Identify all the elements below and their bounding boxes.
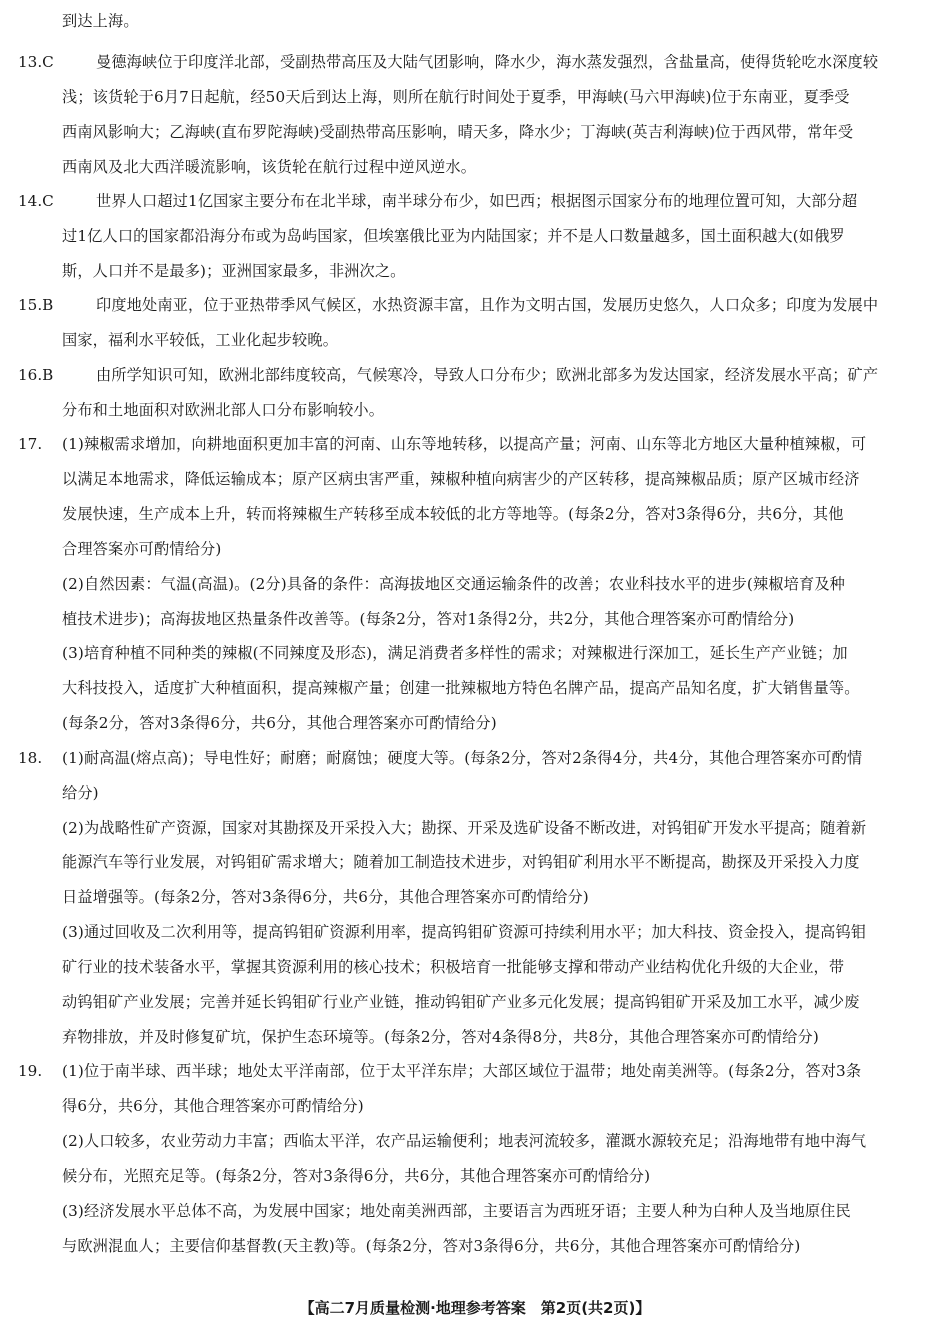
text-line: (1)耐高温(熔点高)；导电性好；耐磨；耐腐蚀；硬度大等。(每条2分，答对2条得4分，共4分，其他合理答案亦可酌情 (62, 749, 863, 767)
text-line: (3)培育种植不同种类的辣椒(不同辣度及形态)，满足消费者多样性的需求；对辣椒进行深加工，延长生产产业链；加 (62, 644, 848, 662)
text-line: 西南风影响大；乙海峡(直布罗陀海峡)受副热带高压影响，晴天多，降水少；丁海峡(英吉利海峡)位于西风带，常年受 (62, 123, 854, 141)
text-line: 分布和土地面积对欧洲北部人口分布影响较小。 (62, 401, 385, 419)
text-line: 斯，人口并不是最多)；亚洲国家最多，非洲次之。 (62, 262, 406, 280)
text-line: 矿行业的技术装备水平，掌握其资源利用的核心技术；积极培育一批能够支撑和带动产业结构优化升级的大企业，带 (62, 958, 845, 976)
text-line: (2)为战略性矿产资源，国家对其勘探及开采投入大；勘探、开采及选矿设备不断改进，对钨钼矿开发水平提高；随着新 (62, 819, 867, 837)
text-line: 给分) (62, 784, 99, 802)
text-line: (3)经济发展水平总体不高，为发展中国家；地处南美洲西部，主要语言为西班牙语；主要人种为白种人及当地原住民 (62, 1202, 851, 1220)
text-line: 曼德海峡位于印度洋北部，受副热带高压及大陆气团影响，降水少，海水蒸发强烈，含盐量高，使得货轮吃水深度较 (96, 53, 879, 71)
text-line: 以满足本地需求，降低运输成本；原产区病虫害严重，辣椒种植向病害少的产区转移，提高辣椒品质；原产区城市经济 (62, 470, 860, 488)
question-number: 15.B (18, 296, 54, 314)
page-footer: 【高二7月质量检测·地理参考答案 第2页(共2页)】 (299, 1299, 651, 1317)
text-line: 弃物排放，并及时修复矿坑，保护生态环境等。(每条2分，答对4条得8分，共8分，其他合理答案亦可酌情给分) (62, 1028, 819, 1046)
question-number: 14.C (18, 192, 54, 210)
text-line: 过1亿人口的国家都沿海分布或为岛屿国家，但埃塞俄比亚为内陆国家；并不是人口数量越多，国土面积越大(如俄罗 (62, 227, 845, 245)
text-line: (1)位于南半球、西半球；地处太平洋南部，位于太平洋东岸；大部区域位于温带；地处南美洲等。(每条2分，答对3条 (62, 1062, 862, 1080)
text-line: 与欧洲混血人；主要信仰基督教(天主教)等。(每条2分，答对3条得6分，共6分，其他合理答案亦可酌情给分) (62, 1237, 801, 1255)
text-line: 世界人口超过1亿国家主要分布在北半球，南半球分布少，如巴西；根据图示国家分布的地理位置可知，大部分超 (96, 192, 858, 210)
text-line: 动钨钼矿产业发展；完善并延长钨钼矿行业产业链，推动钨钼矿产业多元化发展；提高钨钼矿开采及加工水平，减少废 (62, 993, 860, 1011)
text-line: 日益增强等。(每条2分，答对3条得6分，共6分，其他合理答案亦可酌情给分) (62, 888, 589, 906)
text-line: 国家，福利水平较低，工业化起步较晚。 (62, 331, 339, 349)
text-line: (3)通过回收及二次利用等，提高钨钼矿资源利用率，提高钨钼矿资源可持续利用水平；加大科技、资金投入，提高钨钼 (62, 923, 867, 941)
text-line: 得6分，共6分，其他合理答案亦可酌情给分) (62, 1097, 364, 1115)
text-line: 能源汽车等行业发展，对钨钼矿需求增大；随着加工制造技术进步，对钨钼矿利用水平不断提高，勘探及开采投入力度 (62, 853, 860, 871)
text-line: 印度地处南亚，位于亚热带季风气候区，水热资源丰富，且作为文明古国，发展历史悠久，人口众多；印度为发展中 (96, 296, 879, 314)
text-line: 候分布，光照充足等。(每条2分，答对3条得6分，共6分，其他合理答案亦可酌情给分) (62, 1167, 651, 1185)
text-line: 到达上海。 (62, 12, 139, 30)
text-line: (2)人口较多，农业劳动力丰富；西临太平洋，农产品运输便利；地表河流较多，灌溉水源较充足；沿海地带有地中海气 (62, 1132, 867, 1150)
text-line: 西南风及北大西洋暖流影响，该货轮在航行过程中逆风逆水。 (62, 158, 477, 176)
text-line: 大科技投入，适度扩大种植面积，提高辣椒产量；创建一批辣椒地方特色名牌产品，提高产品知名度，扩大销售量等。 (62, 679, 860, 697)
question-number: 19. (18, 1062, 43, 1080)
text-line: (2)自然因素：气温(高温)。(2分)具备的条件：高海拔地区交通运输条件的改善；农业科技水平的进步(辣椒培育及种 (62, 575, 846, 593)
text-line: 浅；该货轮于6月7日起航，经50天后到达上海，则所在航行时间处于夏季，甲海峡(马六甲海峡)位于东南亚，夏季受 (62, 88, 850, 106)
text-line: (1)辣椒需求增加，向耕地面积更加丰富的河南、山东等地转移，以提高产量；河南、山东等北方地区大量种植辣椒，可 (62, 435, 867, 453)
question-number: 16.B (18, 366, 54, 384)
question-number: 13.C (18, 53, 54, 71)
text-line: 由所学知识可知，欧洲北部纬度较高，气候寒冷，导致人口分布少；欧洲北部多为发达国家，经济发展水平高；矿产 (96, 366, 879, 384)
text-line: (每条2分，答对3条得6分，共6分，其他合理答案亦可酌情给分) (62, 714, 497, 732)
question-number: 18. (18, 749, 43, 767)
text-line: 合理答案亦可酌情给分) (62, 540, 222, 558)
text-line: 植技术进步)；高海拔地区热量条件改善等。(每条2分，答对1条得2分，共2分，其他合理答案亦可酌情给分) (62, 610, 795, 628)
question-number: 17. (18, 435, 43, 453)
text-line: 发展快速，生产成本上升，转而将辣椒生产转移至成本较低的北方等地等。(每条2分，答对3条得6分，共6分，其他 (62, 505, 844, 523)
